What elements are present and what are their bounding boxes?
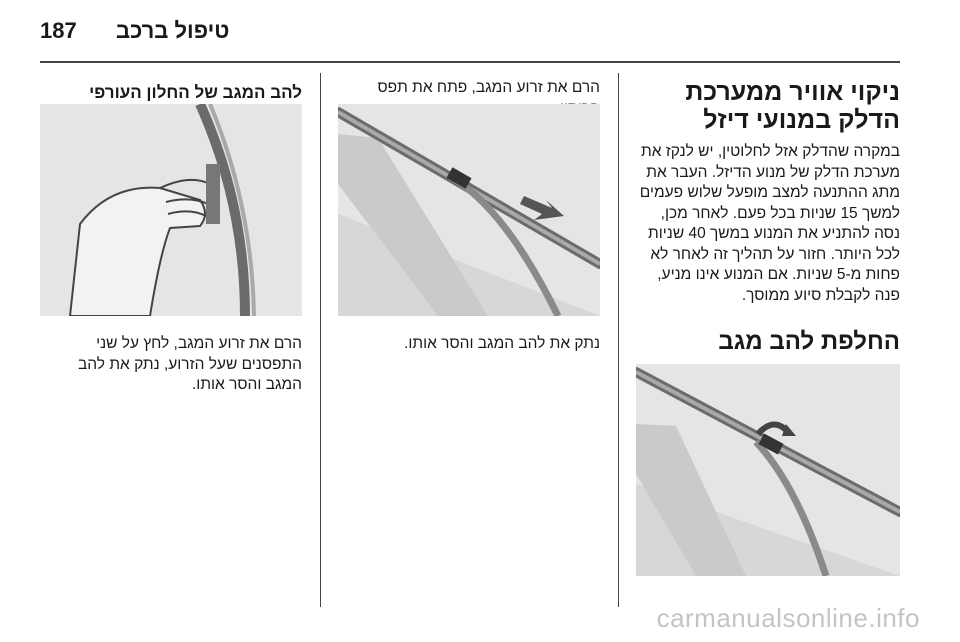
header-rule — [40, 61, 900, 63]
front-wiper-release-illustration — [636, 364, 900, 576]
right-column — [636, 78, 900, 386]
column-divider-right — [618, 73, 619, 607]
page-number: 187 — [40, 18, 77, 43]
column-divider-left — [320, 73, 321, 607]
wiper-arm-clip-illustration — [338, 104, 600, 316]
rear-wiper-hand-illustration — [40, 104, 302, 316]
left-column — [40, 78, 302, 104]
running-head: טיפול ברכב — [116, 18, 230, 43]
section-body: במקרה שהדלק אזל לחלוטין, יש לנקז את מערכת הדלק של מנוע הדיזל. העבר את מתג ההתנעה למצב מופעל שלוש פעמים למשך 15 שניות בכל פעם. לאחר מכן, נסה להתניע את המנוע במשך 40 שניות לכל היותר. חזור על תהליך זה לאחר לא פחות מ-5 שניות. אם המנוע אינו מניע, פנה לקבלת סיוע ממוסך. — [639, 143, 900, 304]
left-caption: הרם את זרוע המגב, לחץ על שני התפסנים שעל הזרוע, נתק את להב המגב והסר אותו. — [78, 335, 302, 393]
middle-caption: נתק את להב המגב והסר אותו. — [404, 335, 600, 352]
middle-top-text: הרם את זרוע המגב, פתח את תפס — [377, 79, 600, 96]
rear-wiper-heading: להב המגב של החלון העורפי — [89, 83, 302, 102]
watermark: carmanualsonline.info — [656, 603, 920, 633]
left-caption-block — [40, 334, 302, 396]
section-title: ניקוי אוויר ממערכת הדלק במנועי דיזל — [685, 78, 900, 134]
middle-caption-block — [338, 334, 600, 355]
subsection-title: החלפת להב מגב — [718, 328, 900, 355]
